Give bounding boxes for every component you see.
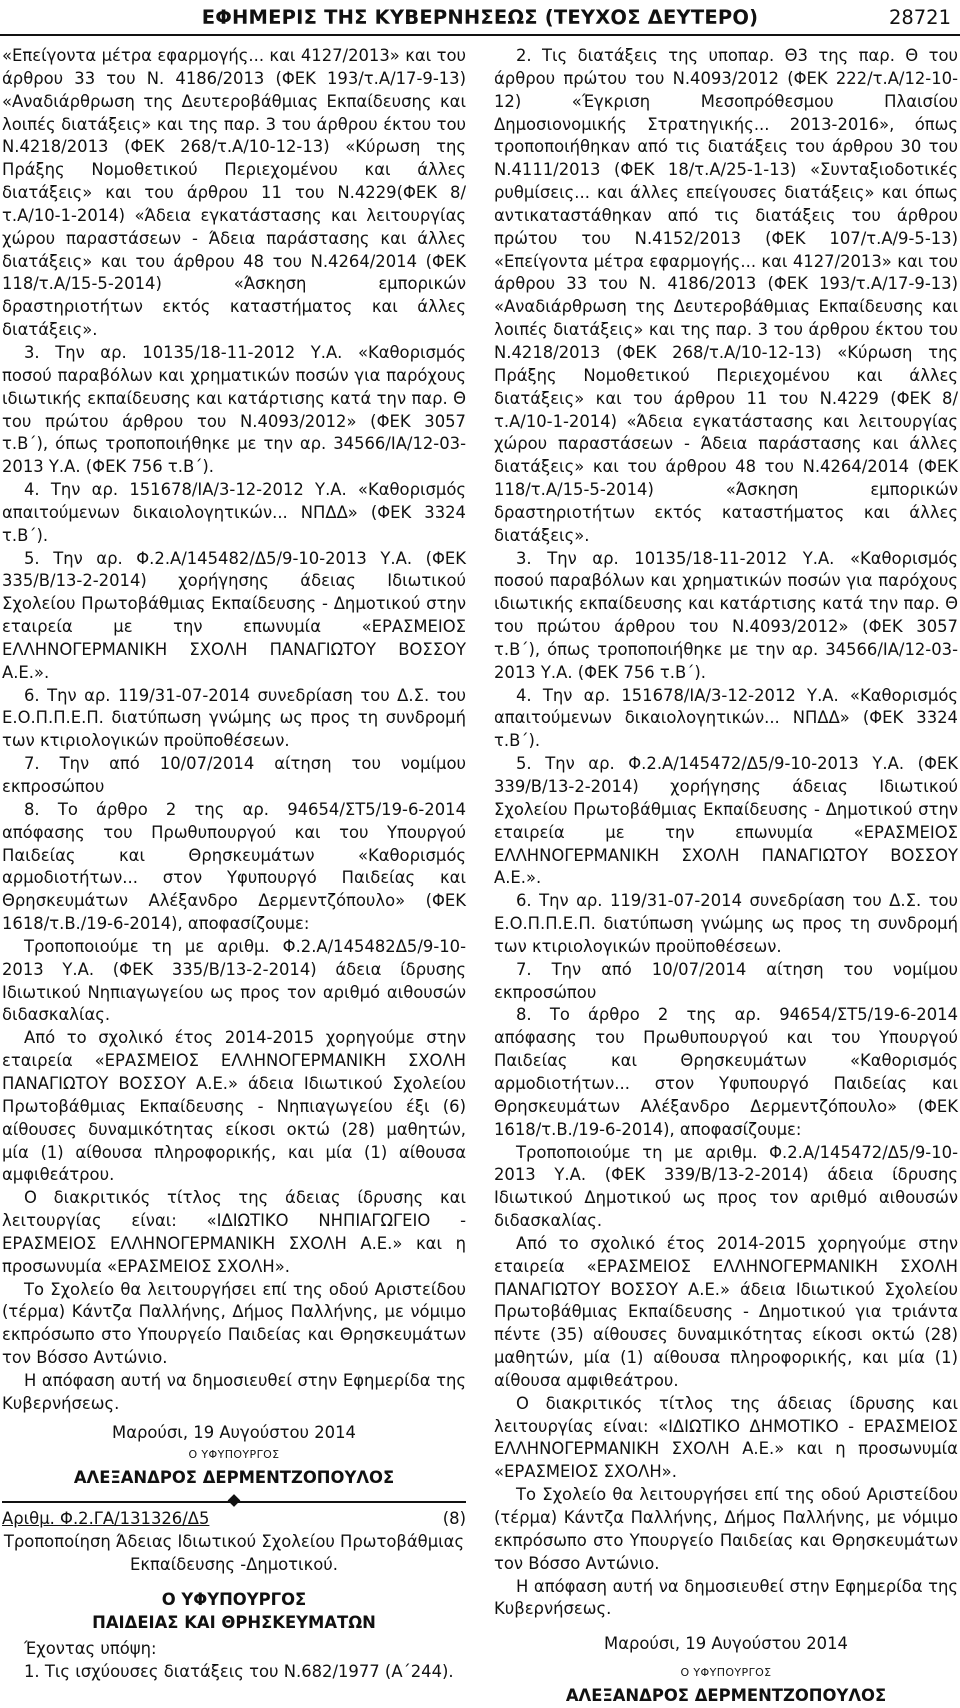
signature-role: Ο ΥΦΥΠΟΥΡΓΟΣ bbox=[188, 1448, 280, 1462]
paragraph: 4. Την αρ. 151678/ΙΑ/3-12-2012 Υ.Α. «Καθορισμός απαιτούμενων δικαιολογητικών... ΝΠΔΔ» (ΦΕΚ 3324 τ.Β΄). bbox=[2, 480, 466, 545]
signature-date: Μαρούσι, 19 Αυγούστου 2014 bbox=[112, 1422, 356, 1442]
decision-number: Αριθμ. Φ.2.ΓΑ/131326/Δ5 bbox=[2, 1509, 210, 1529]
page-number: 28721 bbox=[888, 6, 951, 29]
paragraph: 6. Την αρ. 119/31-07-2014 συνεδρίαση του Δ.Σ. του Ε.Ο.Π.Π.Ε.Π. διατύπωση γνώμης ως προς τη συνδρομή των κτιριολογικών προϋποθέσεων. bbox=[2, 685, 466, 751]
paragraph: Τροποποιούμε τη με αριθμ. Φ.2.Α/145482Δ5/9-10-2013 Υ.Α. (ΦΕΚ 335/Β/13-2-2014) άδεια ίδρυσης Ιδιωτικού Νηπιαγωγείου ως προς τον αριθμό αιθουσών διδασκαλίας. bbox=[2, 936, 466, 1025]
right-column bbox=[494, 45, 958, 1708]
paragraph: Ο διακριτικός τίτλος της άδειας ίδρυσης και λειτουργίας είναι: «ΙΔΙΩΤΙΚΟ ΔΗΜΟΤΙΚΟ - ΕΡΑΣΜΕΙΟΣ ΕΛΛΗΝΟΓΕΡΜΑΝΙΚΗ ΣΧΟΛΗ Α.Ε.» και η προσωνυμία «ΕΡΑΣΜΕΙΟΣ ΣΧΟΛΗ». bbox=[494, 1393, 958, 1482]
paragraph: 4. Την αρ. 151678/ΙΑ/3-12-2012 Υ.Α. «Καθορισμός απαιτούμενων δικαιολογητικών... ΝΠΔΔ» (ΦΕΚ 3324 τ.Β΄). bbox=[494, 685, 958, 751]
paragraph: 8. Το άρθρο 2 της αρ. 94654/ΣΤ5/19-6-2014 απόφασης του Πρωθυπουργού και του Υπουργού Παιδείας και Θρησκευμάτων «Καθορισμός αρμοδιοτήτων... στον Υφυπουργό Παιδείας και Θρησκευμάτων Αλέξανδρο Δερμεντζόπουλο» (ΦΕΚ 1618/τ.Β./19-6-2014), αποφασίζουμε: bbox=[2, 799, 466, 934]
paragraph: 7. Την από 10/07/2014 αίτηση του νομίμου εκπροσώπου bbox=[494, 959, 958, 1002]
paragraph: 7. Την από 10/07/2014 αίτηση του νομίμου εκπροσώπου bbox=[2, 754, 466, 796]
considering-label: Έχοντας υπόψη: bbox=[24, 1639, 157, 1659]
paragraph: 2. Τις διατάξεις της υποπαρ. Θ3 της παρ. Θ του άρθρου πρώτου του Ν.4093/2012 (ΦΕΚ 222/τ.Α/12-10-12) «Έγκριση Μεσοπρόθεσμου Πλαισίου Δημοσιονομικής Στρατηγικής... 2013-2016», όπως τροποποιήθηκαν από τις διατάξεις του άρθρου 30 του Ν.4111/2013 (ΦΕΚ 18/τ.Α/25-1-13) «Συνταξιοδοτικές ρυθμίσεις... και άλλες επείγουσες διατάξεις» και όπως αντικαταστάθηκαν από τις διατάξεις του άρθρου πρώτου του Ν.4152/2013 (ΦΕΚ 107/τ.Α/9-5-13) «Επείγοντα μέτρα εφαρμογής... και 4127/2013» και του άρθρου 33 του Ν. 4186/2013 (ΦΕΚ 193/τ.Α/17-9-13) «Αναδιάρθρωση της Δευτεροβάθμιας Εκπαίδευσης και λοιπές διατάξεις» και της παρ. 3 του άρθρου έκτου του Ν.4218/2013 (ΦΕΚ 268/τ.Α/10-12-13) «Κύρωση της Πράξης Νομοθετικού Περιεχομένου και άλλες διατάξεις» και του άρθρου 11 του Ν.4229 (ΦΕΚ 8/τ.Α/10-1-2014) «Άδεια εγκατάστασης και λειτουργίας χώρου παραστάσεων - Άδεια παράστασης και άλλες διατάξεις» και του άρθρου 48 του Ν.4264/2014 (ΦΕΚ 118/τ.Α/15-5-2014) «Άσκηση εμπορικών δραστηριοτήτων εκτός καταστήματος και άλλες διατάξεις». bbox=[494, 46, 958, 545]
paragraph: Η απόφαση αυτή να δημοσιευθεί στην Εφημερίδα της Κυβερνήσεως. bbox=[494, 1576, 958, 1619]
paragraph: Από το σχολικό έτος 2014-2015 χορηγούμε στην εταιρεία «ΕΡΑΣΜΕΙΟΣ ΕΛΛΗΝΟΓΕΡΜΑΝΙΚΗ ΣΧΟΛΗ ΠΑΝΑΓΙΩΤΟΥ ΒΟΣΣΟΥ Α.Ε.» άδεια Ιδιωτικού Σχολείου Πρωτοβάθμιας Εκπαίδευσης - Δημοτικού για τριάντα πέντε (35) αίθουσες δυναμικότητας είκοσι οκτώ (28) μαθητών, μία (1) αίθουσα πληροφορικής, και μία (1) αίθουσα αμφιθεάτρου. bbox=[494, 1233, 958, 1390]
paragraph: 3. Την αρ. 10135/18-11-2012 Υ.Α. «Καθορισμός ποσού παραβόλων και χρηματικών ποσών για παρόχους ιδιωτικής εκπαίδευσης και κατάρτισης κατά την παρ. Θ του πρώτου άρθρου του Ν.4093/2012» (ΦΕΚ 3057 τ.Β΄), όπως τροποποιήθηκε με την αρ. 34566/ΙΑ/12-03-2013 Υ.Α. (ΦΕΚ 756 τ.Β΄). bbox=[494, 548, 958, 682]
signature-name: ΑΛΕΞΑΝΔΡΟΣ ΔΕΡΜΕΝΤΖΟΠΟΥΛΟΣ bbox=[73, 1468, 395, 1488]
page-header bbox=[0, 0, 960, 36]
decision-heading bbox=[2, 1508, 466, 1531]
paragraph: 8. Το άρθρο 2 της αρ. 94654/ΣΤ5/19-6-2014 απόφασης του Πρωθυπουργού και του Υπουργού Παιδείας και Θρησκευμάτων «Καθορισμός αρμοδιοτήτων... στον Υφυπουργό Παιδείας και Θρησκευμάτων Αλέξανδρο Δερμεντζόπουλο» (ΦΕΚ 1618/τ.Β./19-6-2014), αποφασίζουμε: bbox=[494, 1005, 958, 1139]
signature-date: Μαρούσι, 19 Αυγούστου 2014 bbox=[604, 1634, 848, 1654]
decision-sequence: (8) bbox=[442, 1509, 466, 1529]
paragraph: Το Σχολείο θα λειτουργήσει επί της οδού Αριστείδου (τέρμα) Κάντζα Παλλήνης, Δήμος Παλλήνης, με νόμιμο εκπρόσωπο στο Υπουργείο Παιδείας και Θρησκευμάτων τον Βόσσο Αντώνιο. bbox=[2, 1279, 466, 1368]
gazette-title: ΕΦΗΜΕΡΙΣ ΤΗΣ ΚΥΒΕΡΝΗΣΕΩΣ (ΤΕΥΧΟΣ ΔΕΥΤΕΡΟ) bbox=[201, 6, 759, 29]
paragraph: «Επείγοντα μέτρα εφαρμογής... και 4127/2013» και του άρθρου 33 του Ν. 4186/2013 (ΦΕΚ 193/τ.Α/17-9-13) «Αναδιάρθρωση της Δευτεροβάθμιας Εκπαίδευσης και λοιπές διατάξεις» και της παρ. 3 του άρθρου έκτου του Ν.4218/2013 (ΦΕΚ 268/τ.Α/10-12-13) «Κύρωση της Πράξης Νομοθετικού Περιεχομένου και άλλες διατάξεις» και του άρθρου 11 του Ν.4229(ΦΕΚ 8/τ.Α/10-1-2014) «Άδεια εγκατάστασης και λειτουργίας χώρου παραστάσεων - Άδεια παράστασης και άλλες διατάξεις» και του άρθρου 48 του Ν.4264/2014 (ΦΕΚ 118/τ.Α/15-5-2014) «Άσκηση εμπορικών δραστηριοτήτων εκτός καταστήματος και άλλες διατάξεις». bbox=[2, 46, 466, 340]
decision-title: Τροποποίηση Άδειας Ιδιωτικού Σχολείου Πρωτοβάθμιας Εκπαίδευσης -Δημοτικού. bbox=[3, 1532, 465, 1574]
authority-line-1: Ο ΥΦΥΠΟΥΡΓΟΣ bbox=[161, 1589, 307, 1609]
paragraph: 6. Την αρ. 119/31-07-2014 συνεδρίαση του Δ.Σ. του Ε.Ο.Π.Π.Ε.Π. διατύπωση γνώμης ως προς τη συνδρομή των κτιριολογικών προϋποθέσεων. bbox=[494, 891, 958, 956]
paragraph: 1. Τις ισχύουσες διατάξεις του Ν.682/1977 (Α΄244). bbox=[24, 1662, 454, 1682]
signature-name: ΑΛΕΞΑΝΔΡΟΣ ΔΕΡΜΕΝΤΖΟΠΟΥΛΟΣ bbox=[565, 1685, 887, 1705]
left-column bbox=[2, 45, 466, 1684]
paragraph: Τροποποιούμε τη με αριθμ. Φ.2.Α/145472/Δ5/9-10-2013 Υ.Α. (ΦΕΚ 339/Β/13-2-2014) άδεια ίδρυσης Ιδιωτικού Δημοτικού ως προς τον αριθμό αιθουσών διδασκαλίας. bbox=[494, 1142, 958, 1231]
paragraph: 5. Την αρ. Φ.2.Α/145472/Δ5/9-10-2013 Υ.Α. (ΦΕΚ 339/Β/13-2-2014) χορήγησης άδειας Ιδιωτικού Σχολείου Πρωτοβάθμιας Εκπαίδευσης - Δημοτικού στην εταιρεία με την επωνυμία «ΕΡΑΣΜΕΙΟΣ ΕΛΛΗΝΟΓΕΡΜΑΝΙΚΗ ΣΧΟΛΗ ΠΑΝΑΓΙΩΤΟΥ ΒΟΣΣΟΥ Α.Ε.». bbox=[494, 754, 958, 888]
paragraph: Η απόφαση αυτή να δημοσιευθεί στην Εφημερίδα της Κυβερνήσεως. bbox=[2, 1370, 466, 1413]
paragraph: Από το σχολικό έτος 2014-2015 χορηγούμε στην εταιρεία «ΕΡΑΣΜΕΙΟΣ ΕΛΛΗΝΟΓΕΡΜΑΝΙΚΗ ΣΧΟΛΗ ΠΑΝΑΓΙΩΤΟΥ ΒΟΣΣΟΥ Α.Ε.» άδεια Ιδιωτικού Σχολείου Πρωτοβάθμιας Εκπαίδευσης - Νηπιαγωγείου έξι (6) αίθουσες δυναμικότητας είκοσι οκτώ (28) μαθητών, μία (1) αίθουσα πληροφορικής, και μία (1) αίθουσα αμφιθεάτρου. bbox=[2, 1028, 466, 1185]
paragraph: 3. Την αρ. 10135/18-11-2012 Υ.Α. «Καθορισμός ποσού παραβόλων και χρηματικών ποσών για παρόχους ιδιωτικής εκπαίδευσης και κατάρτισης κατά την παρ. Θ του πρώτου άρθρου του Ν.4093/2012» (ΦΕΚ 3057 τ.Β΄), όπως τροποποιήθηκε με την αρ. 34566/ΙΑ/12-03-2013 Υ.Α. (ΦΕΚ 756 τ.Β΄). bbox=[2, 342, 466, 477]
paragraph: 5. Την αρ. Φ.2.Α/145482/Δ5/9-10-2013 Υ.Α. (ΦΕΚ 335/Β/13-2-2014) χορήγησης άδειας Ιδιωτικού Σχολείου Πρωτοβάθμιας Εκπαίδευσης - Δημοτικού στην εταιρεία με την επωνυμία «ΕΡΑΣΜΕΙΟΣ ΕΛΛΗΝΟΓΕΡΜΑΝΙΚΗ ΣΧΟΛΗ ΠΑΝΑΓΙΩΤΟΥ ΒΟΣΣΟΥ Α.Ε.». bbox=[2, 548, 466, 682]
section-divider bbox=[2, 1494, 466, 1508]
authority-line-2: ΠΑΙΔΕΙΑΣ ΚΑΙ ΘΡΗΣΚΕΥΜΑΤΩΝ bbox=[92, 1612, 376, 1632]
paragraph: Ο διακριτικός τίτλος της άδειας ίδρυσης και λειτουργίας είναι: «ΙΔΙΩΤΙΚΟ ΝΗΠΙΑΓΩΓΕΙΟ - ΕΡΑΣΜΕΙΟΣ ΕΛΛΗΝΟΓΕΡΜΑΝΙΚΗ ΣΧΟΛΗ Α.Ε.» και η προσωνυμία «ΕΡΑΣΜΕΙΟΣ ΣΧΟΛΗ». bbox=[2, 1188, 466, 1276]
divider-diamond bbox=[228, 1494, 241, 1507]
header-rule bbox=[0, 34, 960, 36]
signature-role: Ο ΥΦΥΠΟΥΡΓΟΣ bbox=[680, 1666, 772, 1680]
paragraph: Το Σχολείο θα λειτουργήσει επί της οδού Αριστείδου (τέρμα) Κάντζα Παλλήνης, Δήμος Παλλήνης, με νόμιμο εκπρόσωπο στο Υπουργείο Παιδείας και Θρησκευμάτων τον Βόσσο Αντώνιο. bbox=[494, 1485, 958, 1573]
